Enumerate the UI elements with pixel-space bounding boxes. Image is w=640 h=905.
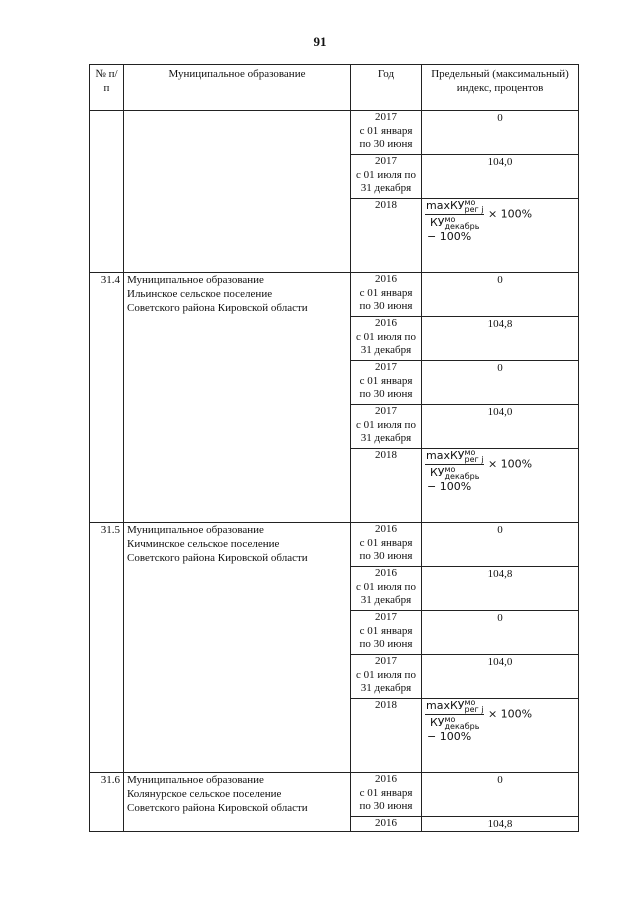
period-cell: 2016 с 01 июля по 31 декабря [351, 567, 422, 611]
municipality-name: Муниципальное образование Кичминское сельское поселение Советского района Кировской области [124, 523, 351, 773]
period-cell: 2017 с 01 июля по 31 декабря [351, 405, 422, 449]
header-num: № п/п [90, 65, 124, 111]
header-row [90, 65, 579, 111]
index-value: 0 [422, 111, 579, 155]
period-cell: 2018 [351, 699, 422, 773]
table-row [90, 273, 579, 317]
header-municipality: Муниципальное образование [124, 65, 351, 111]
municipality-name: Муниципальное образование Ильинское сельское поселение Советского района Кировской области [124, 273, 351, 523]
table-row [90, 523, 579, 567]
period-cell: 2017 с 01 июля по 31 декабря [351, 155, 422, 199]
period-cell: 2017 с 01 января по 30 июня [351, 361, 422, 405]
index-value: 0 [422, 611, 579, 655]
index-value: 0 [422, 523, 579, 567]
index-value: 0 [422, 361, 579, 405]
table-row [90, 773, 579, 817]
period-cell: 2018 [351, 449, 422, 523]
period-cell: 2016 с 01 января по 30 июня [351, 273, 422, 317]
period-cell: 2018 [351, 199, 422, 273]
header-index: Предельный (максимальный) индекс, процентов [422, 65, 579, 111]
period-cell: 2016 с 01 января по 30 июня [351, 523, 422, 567]
index-value: 104,0 [422, 655, 579, 699]
municipality-name: Муниципальное образование Колянурское сельское поселение Советского района Кировской области [124, 773, 351, 832]
period-cell: 2017 с 01 июля по 31 декабря [351, 655, 422, 699]
index-value: 104,0 [422, 155, 579, 199]
table-row [90, 111, 579, 155]
row-number: 31.5 [90, 523, 124, 773]
page-number: 91 [313, 34, 327, 49]
period-cell: 2016 [351, 817, 422, 832]
row-number: 31.6 [90, 773, 124, 832]
period-cell: 2016 с 01 января по 30 июня [351, 773, 422, 817]
header-year: Год [351, 65, 422, 111]
period-cell: 2017 с 01 января по 30 июня [351, 111, 422, 155]
row-mun-empty [124, 111, 351, 273]
row-number: 31.4 [90, 273, 124, 523]
index-value: 104,8 [422, 817, 579, 832]
row-num-empty [90, 111, 124, 273]
index-table [89, 64, 579, 832]
index-value: 0 [422, 273, 579, 317]
period-cell: 2016 с 01 июля по 31 декабря [351, 317, 422, 361]
index-formula: maxКУ мо рег j КУ мо декабрь × 100% − 100% [422, 449, 579, 523]
index-formula: maxКУ мо рег j КУ мо декабрь × 100% − 100% [422, 699, 579, 773]
index-value: 0 [422, 773, 579, 817]
index-value: 104,8 [422, 567, 579, 611]
index-value: 104,0 [422, 405, 579, 449]
period-cell: 2017 с 01 января по 30 июня [351, 611, 422, 655]
index-value: 104,8 [422, 317, 579, 361]
index-formula: maxКУ мо рег j КУ мо декабрь × 100% − 100% [422, 199, 579, 273]
